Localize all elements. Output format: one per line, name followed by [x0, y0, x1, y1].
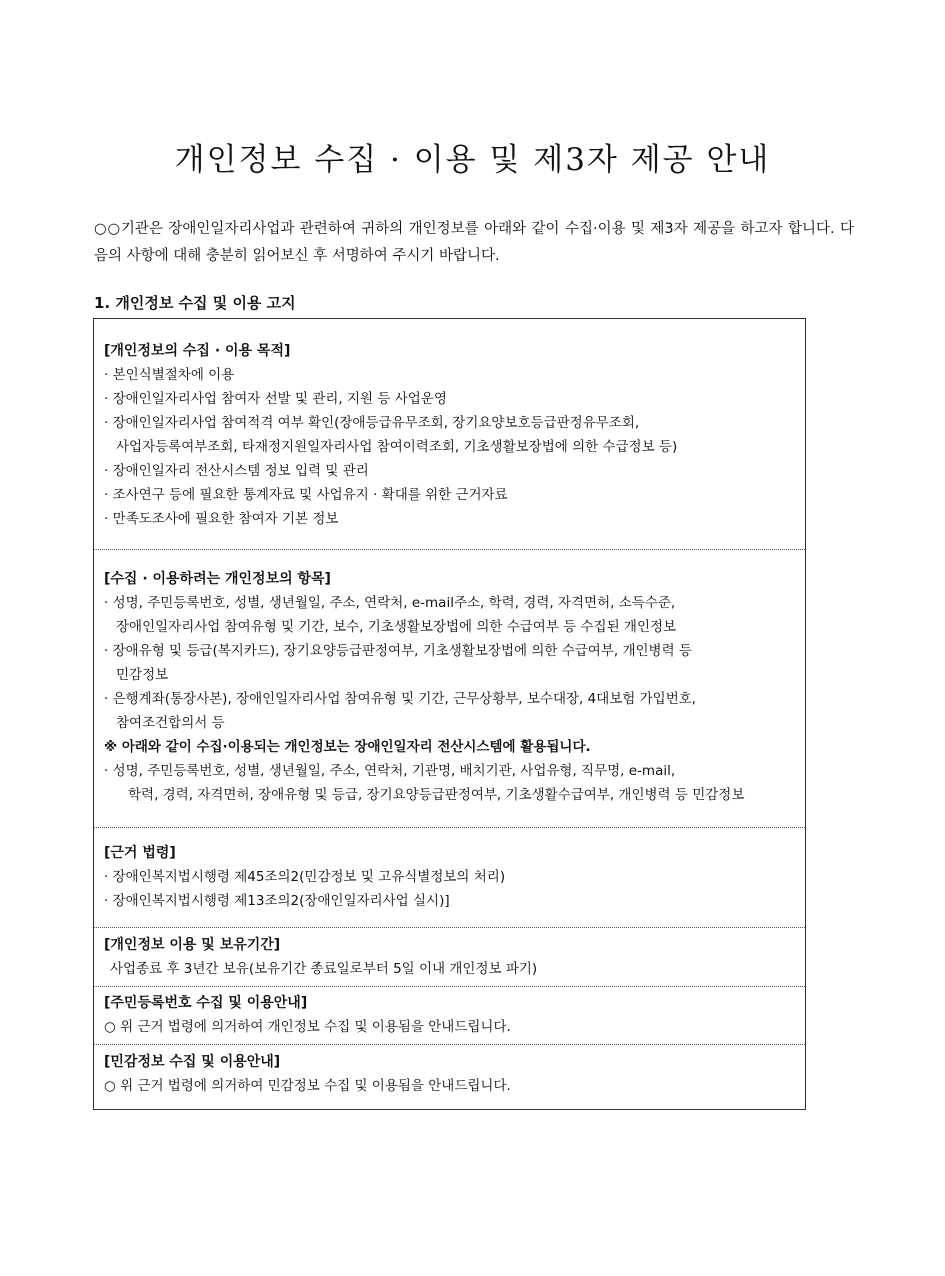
- items-line: · 은행계좌(통장사본), 장애인일자리사업 참여유형 및 기간, 근무상황부, 보수대장, 4대보험 가입번호,: [104, 691, 697, 707]
- retention-text: 사업종료 후 3년간 보유(보유기간 종료일로부터 5일 이내 개인정보 파기): [110, 961, 538, 977]
- purpose-section: [94, 319, 805, 550]
- purpose-item: · 장애인일자리사업 참여적격 여부 확인(장애등급유무조회, 장기요양보호등급판정유무조회,: [104, 415, 640, 431]
- legal-basis-item: · 장애인복지법시행령 제13조의2(장애인일자리사업 실시)]: [104, 893, 450, 909]
- legal-basis-title: [근거 법령]: [104, 845, 176, 861]
- items-line-continuation: 참여조건합의서 등: [116, 715, 225, 731]
- system-items-line: · 성명, 주민등록번호, 성별, 생년월일, 주소, 연락처, 기관명, 배치기관, 사업유형, 직무명, e-mail,: [104, 763, 676, 779]
- items-title: [수집 · 이용하려는 개인정보의 항목]: [104, 571, 331, 587]
- notice-box: [93, 318, 806, 1110]
- section-heading: 1. 개인정보 수집 및 이용 고지: [94, 294, 296, 312]
- system-usage-note: ※ 아래와 같이 수집·이용되는 개인정보는 장애인일자리 전산시스템에 활용됩니다.: [104, 739, 591, 755]
- legal-basis-item: · 장애인복지법시행령 제45조의2(민감정보 및 고유식별정보의 처리): [104, 869, 506, 885]
- retention-section: [94, 928, 805, 987]
- sensitive-notice-title: [민감정보 수집 및 이용안내]: [104, 1054, 281, 1070]
- legal-basis-section: [94, 828, 805, 928]
- items-line: · 장애유형 및 등급(복지카드), 장기요양등급판정여부, 기초생활보장법에 의한 수급여부, 개인병력 등: [104, 643, 692, 659]
- rrn-notice-text: ○ 위 근거 법령에 의거하여 개인정보 수집 및 이용됨을 안내드립니다.: [104, 1019, 511, 1035]
- sensitive-notice-section: [94, 1045, 805, 1109]
- items-line-continuation: 민감정보: [116, 667, 169, 683]
- intro-paragraph: ○○기관은 장애인일자리사업과 관련하여 귀하의 개인정보를 아래와 같이 수집·이용 및 제3자 제공을 하고자 합니다. 다음의 사항에 대해 충분히 읽어보신 후 서명하여 주시기 바랍니다.: [94, 221, 854, 264]
- purpose-item: · 만족도조사에 필요한 참여자 기본 정보: [104, 511, 339, 527]
- system-items-line-continuation: 학력, 경력, 자격면허, 장애유형 및 등급, 장기요양등급판정여부, 기초생활수급여부, 개인병력 등 민감정보: [128, 787, 745, 803]
- rrn-notice-section: [94, 987, 805, 1045]
- purpose-item: · 장애인일자리 전산시스템 정보 입력 및 관리: [104, 463, 369, 479]
- items-line-continuation: 장애인일자리사업 참여유형 및 기간, 보수, 기초생활보장법에 의한 수급여부 등 수집된 개인정보: [116, 619, 677, 635]
- purpose-item-continuation: 사업자등록여부조회, 타재정지원일자리사업 참여이력조회, 기초생활보장법에 의한 수급정보 등): [116, 439, 678, 455]
- rrn-notice-title: [주민등록번호 수집 및 이용안내]: [104, 995, 308, 1011]
- purpose-item: · 조사연구 등에 필요한 통계자료 및 사업유지 · 확대를 위한 근거자료: [104, 487, 508, 503]
- page-title: 개인정보 수집 · 이용 및 제3자 제공 안내: [174, 142, 771, 178]
- items-section: [94, 550, 805, 828]
- purpose-title: [개인정보의 수집 · 이용 목적]: [104, 343, 291, 359]
- sensitive-notice-text: ○ 위 근거 법령에 의거하여 민감정보 수집 및 이용됨을 안내드립니다.: [104, 1078, 511, 1094]
- retention-title: [개인정보 이용 및 보유기간]: [104, 937, 281, 953]
- purpose-item: · 본인식별절차에 이용: [104, 367, 235, 383]
- items-line: · 성명, 주민등록번호, 성별, 생년월일, 주소, 연락처, e-mail주소, 학력, 경력, 자격면허, 소득수준,: [104, 595, 676, 611]
- purpose-item: · 장애인일자리사업 참여자 선발 및 관리, 지원 등 사업운영: [104, 391, 447, 407]
